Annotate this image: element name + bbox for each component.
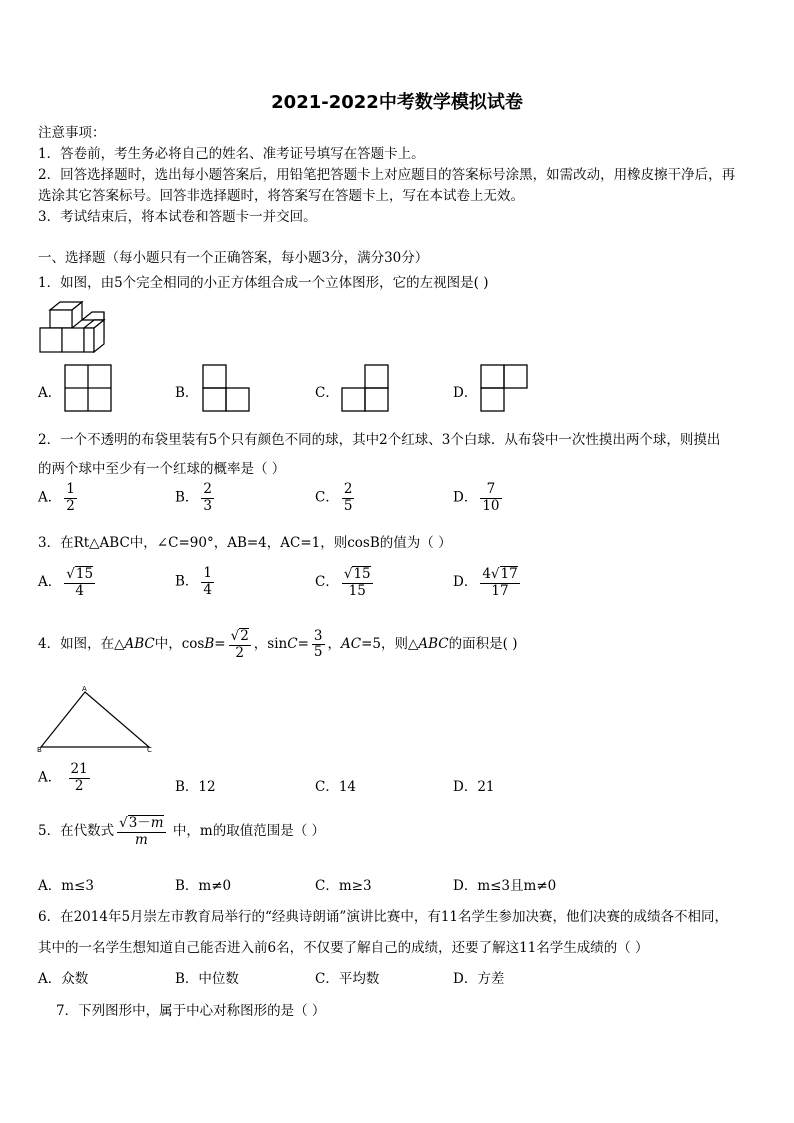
option-b: B． $\frac{1}{4}$ [175,565,213,598]
option-d: D．方差 [453,971,505,987]
option-a: A． $\frac{√15}{4}$ [38,566,94,599]
question-2-stem: 的两个球中至少有一个红球的概率是（ ） [38,461,286,477]
q1-view-d [480,364,528,412]
vertex-label-b: B [37,746,42,754]
q1-cube-figure [38,298,110,358]
question-3-stem: 3．在Rt△ABC中，∠C=90°，AB=4，AC=1，则cosB的值为（ ） [38,535,452,551]
option-c: C．平均数 [315,971,380,987]
option-b: B．中位数 [175,971,239,987]
question-6-stem: 其中的一名学生想知道自己能否进入前6名，不仅要了解自己的成绩，还要了解这11名学生成绩的（ ） [38,940,649,956]
option-c: C．14 [315,779,357,795]
option-b: B． $\frac{2}{3}$ [175,481,213,514]
option-a: A． [38,385,62,401]
section-heading: 一、选择题（每小题只有一个正确答案，每小题3分，满分30分） [38,250,429,266]
q1-view-a [64,364,112,412]
q1-view-c [341,364,389,412]
notice-item: 1．答卷前，考生务必将自己的姓名、准考证号填写在答题卡上。 [38,146,425,162]
vertex-label-c: C [147,746,152,754]
notice-item: 选涂其它答案标号。回答非选择题时，将答案写在答题卡上，写在本试卷上无效。 [38,188,524,204]
notice-item: 2．回答选择题时，选出每小题答案后，用铅笔把答题卡上对应题目的答案标号涂黑，如需改动，用橡皮擦干净后，再 [38,167,736,183]
notice-item: 3．考试结束后，将本试卷和答题卡一并交回。 [38,209,317,225]
option-c: C． [315,385,339,401]
option-a: A．众数 [38,971,89,987]
option-d: D．m≤3且m≠0 [453,878,557,894]
question-2-stem: 2．一个不透明的布袋里装有5个只有颜色不同的球，其中2个红球、3个白球．从布袋中一次性摸出两个球，则摸出 [38,432,721,448]
question-4-stem: 4．如图，在△ABC中，cosB= $\frac{√2}{2}$ ，sinC= $\frac{3}{5}$ ，AC=5，则△ABC的面积是( ) [38,627,518,661]
q4-triangle-figure [36,684,156,754]
option-d: D． $\frac{4√17}{17}$ [453,566,518,599]
option-a: A． $\frac{1}{2}$ [38,481,75,514]
option-d: D． [453,385,478,401]
option-a: A． $\frac{21}{2}$ [38,761,88,794]
option-d: D．21 [453,779,495,795]
option-d: D． $\frac{7}{10}$ [453,481,500,514]
page-title: 2021-2022中考数学模拟试卷 [271,92,523,113]
q1-view-b [202,364,250,412]
option-a: A．m≤3 [38,878,94,894]
option-b: B．12 [175,779,216,795]
option-b: B． [175,385,199,401]
question-7-stem: 7．下列图形中，属于中心对称图形的是（ ） [56,1003,326,1019]
notice-heading: 注意事项： [38,125,106,141]
option-c: C． $\frac{√15}{15}$ [315,566,371,599]
question-5-stem: 5．在代数式 $\frac{√3-m}{m}$ 中，m的取值范围是（ ） [38,815,325,848]
option-c: C．m≥3 [315,878,372,894]
vertex-label-a: A [82,685,87,693]
option-b: B．m≠0 [175,878,232,894]
question-1-stem: 1．如图，由5个完全相同的小正方体组合成一个立体图形，它的左视图是( ) [38,275,489,291]
question-6-stem: 6．在2014年5月崇左市教育局举行的“经典诗朗诵”演讲比赛中，有11名学生参加决赛，他们决赛的成绩各不相同， [38,909,729,925]
option-c: C． $\frac{2}{5}$ [315,481,353,514]
